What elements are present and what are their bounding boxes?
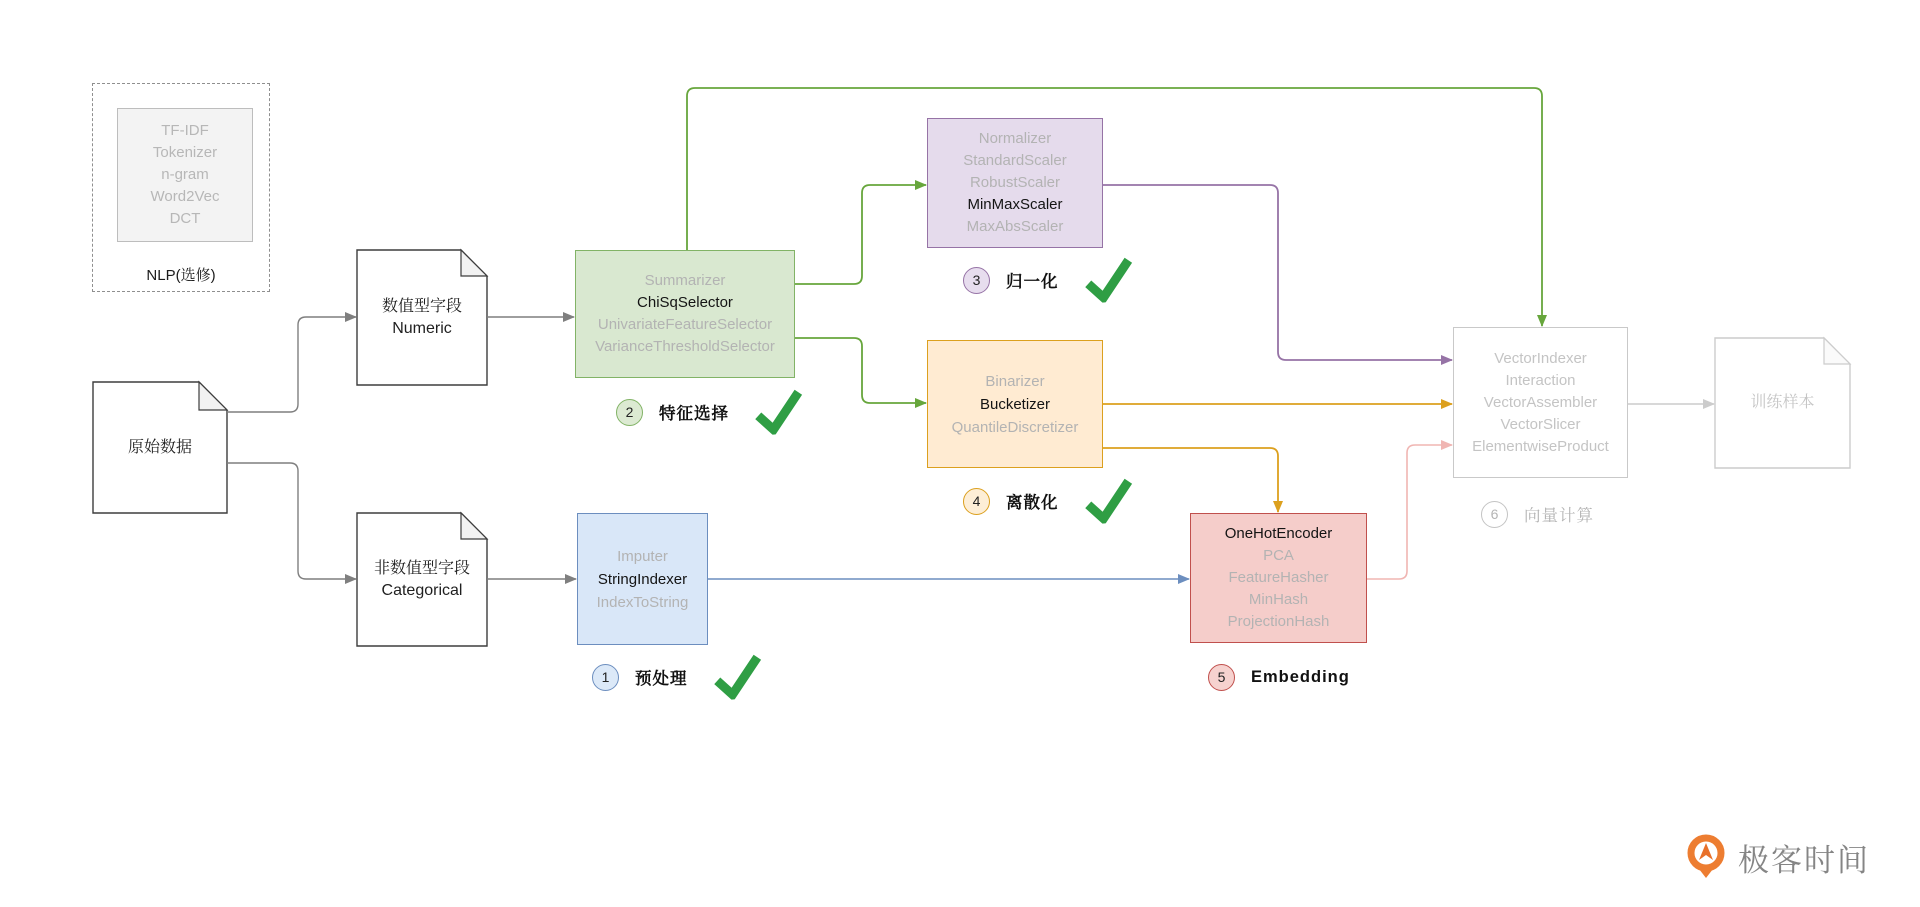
feature-selection-badge bbox=[616, 389, 805, 435]
nlp-item: n-gram bbox=[161, 166, 209, 183]
logo-arrow-icon bbox=[1699, 843, 1713, 860]
module-item: UnivariateFeatureSelector bbox=[597, 316, 773, 333]
badge-number: 4 bbox=[963, 488, 990, 515]
connector-selection-to-discretize bbox=[795, 338, 926, 403]
module-item-highlighted: MinMaxScaler bbox=[967, 196, 1063, 213]
connector-embedding-to-vector bbox=[1367, 445, 1452, 579]
embedding-badge bbox=[1208, 654, 1350, 700]
nlp-optional-group bbox=[92, 83, 270, 292]
module-item-highlighted: StringIndexer bbox=[597, 570, 688, 588]
doc-label-text: 非数值型字段 bbox=[373, 559, 470, 577]
normalize-badge bbox=[963, 257, 1135, 303]
doc-label-text: 原始数据 bbox=[127, 438, 192, 456]
module-item: Binarizer bbox=[985, 372, 1045, 390]
badge-label: 预处理 bbox=[635, 670, 688, 688]
badge-number: 6 bbox=[1481, 501, 1508, 528]
doc-label-text: Numeric bbox=[392, 319, 452, 337]
geektime-logo-icon bbox=[1686, 833, 1726, 881]
doc-raw-data-label bbox=[93, 382, 227, 513]
module-item: PCA bbox=[1263, 547, 1294, 564]
doc-categorical-label bbox=[357, 513, 487, 646]
module-item: Summarizer bbox=[644, 272, 726, 289]
module-preprocess-box bbox=[577, 513, 708, 645]
badge-number: 3 bbox=[963, 267, 990, 294]
nlp-item: TF-IDF bbox=[161, 122, 209, 139]
nlp-tools-box bbox=[117, 108, 253, 242]
check-icon bbox=[751, 388, 807, 436]
module-item: MaxAbsScaler bbox=[966, 218, 1064, 235]
preprocess-badge bbox=[592, 654, 764, 700]
module-item: VectorAssembler bbox=[1483, 393, 1598, 411]
badge-label: 向量计算 bbox=[1524, 507, 1594, 525]
module-item: RobustScaler bbox=[969, 174, 1061, 191]
geektime-logo bbox=[1686, 833, 1870, 881]
module-item: VectorSlicer bbox=[1500, 415, 1581, 433]
module-item: ProjectionHash bbox=[1227, 613, 1330, 630]
badge-label: Embedding bbox=[1251, 667, 1350, 686]
nlp-item: Tokenizer bbox=[152, 144, 218, 161]
module-feature-selection-box bbox=[575, 250, 795, 378]
module-item-highlighted: OneHotEncoder bbox=[1224, 525, 1333, 542]
check-icon bbox=[710, 653, 766, 701]
nlp-item: Word2Vec bbox=[150, 188, 220, 205]
badge-number: 2 bbox=[616, 399, 643, 426]
nlp-item: DCT bbox=[169, 210, 201, 227]
module-item: VarianceThresholdSelector bbox=[595, 338, 775, 355]
badge-label: 归一化 bbox=[1006, 273, 1059, 291]
module-item: Normalizer bbox=[978, 130, 1052, 147]
logo-pin-icon bbox=[1699, 869, 1713, 878]
module-embedding-box bbox=[1190, 513, 1367, 643]
module-item: Imputer bbox=[617, 547, 668, 565]
doc-label-text: Categorical bbox=[381, 581, 463, 599]
check-icon bbox=[1081, 477, 1137, 525]
connector-normalize-to-vector bbox=[1103, 185, 1452, 360]
module-item: StandardScaler bbox=[963, 152, 1067, 169]
module-item: MinHash bbox=[1248, 591, 1309, 608]
module-item: VectorIndexer bbox=[1494, 349, 1587, 367]
module-item: Interaction bbox=[1505, 371, 1576, 389]
nlp-group-label: NLP(选修) bbox=[146, 267, 216, 284]
doc-train-sample-label bbox=[1715, 338, 1850, 468]
badge-label: 特征选择 bbox=[659, 405, 729, 423]
module-vector-box bbox=[1453, 327, 1628, 478]
check-icon bbox=[1081, 256, 1137, 304]
connector-raw-to-numeric bbox=[227, 317, 356, 412]
doc-numeric-label bbox=[357, 250, 487, 385]
connector-raw-to-categorical bbox=[227, 463, 356, 579]
badge-label: 离散化 bbox=[1006, 494, 1059, 512]
geektime-logo-text: 极客时间 bbox=[1738, 842, 1870, 878]
module-item-highlighted: Bucketizer bbox=[979, 395, 1051, 413]
discretize-badge bbox=[963, 478, 1135, 524]
vector-badge bbox=[1481, 491, 1594, 537]
module-item: IndexToString bbox=[596, 593, 689, 611]
module-item: FeatureHasher bbox=[1228, 569, 1329, 586]
module-discretize-box bbox=[927, 340, 1103, 468]
module-normalize-box bbox=[927, 118, 1103, 248]
module-item: ElementwiseProduct bbox=[1472, 437, 1609, 455]
doc-label-text: 训练样本 bbox=[1750, 394, 1815, 411]
badge-number: 1 bbox=[592, 664, 619, 691]
connector-selection-to-normalize bbox=[795, 185, 926, 284]
badge-number: 5 bbox=[1208, 664, 1235, 691]
module-item-highlighted: ChiSqSelector bbox=[637, 294, 733, 311]
module-item: QuantileDiscretizer bbox=[951, 418, 1079, 436]
doc-label-text: 数值型字段 bbox=[381, 297, 462, 315]
